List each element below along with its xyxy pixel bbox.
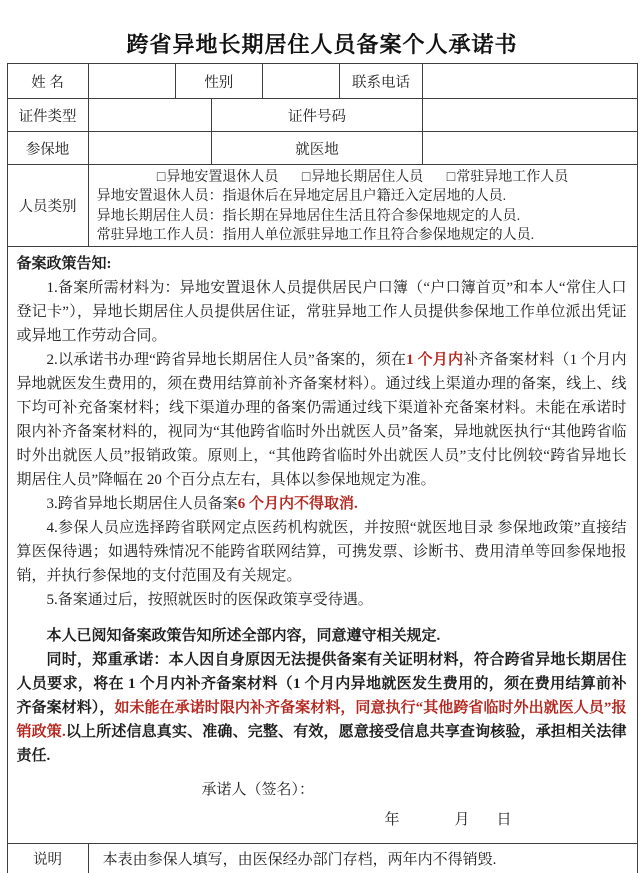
- row-person-category: [7, 165, 637, 247]
- checkbox-unchecked-icon[interactable]: □: [446, 169, 456, 185]
- signature-label: 承诺人（签名）：: [201, 782, 315, 798]
- notice-para-5: 5.备案通过后，按照就医时的医保政策享受待遇。: [46, 592, 373, 608]
- insured-place-input-cell[interactable]: [88, 132, 211, 165]
- notice-para-3: [17, 492, 627, 516]
- category-definition-stationed-worker: 常驻异地工作人员：指用人单位派驻异地工作且符合参保地规定的人员.: [96, 228, 535, 243]
- phone-input-cell[interactable]: [423, 64, 637, 99]
- treatment-place-input-cell[interactable]: [423, 132, 637, 165]
- id-number-input-cell[interactable]: [423, 99, 637, 132]
- text-segment: 2.以承诺书办理“跨省异地长期居住人员”备案的，须在: [46, 352, 407, 368]
- treatment-place-label: 就医地: [211, 132, 422, 165]
- person-category-content-cell: [88, 165, 637, 247]
- signature-line: [17, 778, 627, 804]
- text-segment: 补齐备案材料（1 个月内异地就医发生费用的，须在费用结算前补齐备案材料）。通过线上渠道办理的备案，线上、线下均可补充备案材料；线下渠道办理的备案仍需通过线下渠道补充备案材料。未能在承诺时限内补齐备案材料的，视同为“其他跨省临时外出就医人员”备案，异地就医执行“其他跨省临时外出就医人员”报销政策。原则上，“其他跨省临时外出就医人员”支付比例较“跨省异地长期居住人员”降幅在 20 个百分点左右，具体以参保地规定为准。: [16, 352, 627, 488]
- person-category-label: 人员类别: [7, 165, 88, 247]
- notice-para-2: [17, 348, 627, 492]
- red-text-segment: 1 个月内: [406, 352, 464, 368]
- row-id: [7, 99, 637, 132]
- text-segment: 同时，郑重承诺：本人因自身原因无法提供备案有关证明材料，符合跨省异地长期居住人员要求，将在 1 个月内补齐备案材料（1 个月内异地就医发生费用的，须在费用结算前补齐备案材料），: [16, 652, 627, 716]
- date-day-label: 日: [496, 812, 512, 828]
- person-category-content: [89, 166, 637, 246]
- category-option-long-term-resident[interactable]: [302, 168, 423, 188]
- signature-input-area[interactable]: [314, 784, 474, 802]
- form-table: [7, 63, 638, 873]
- category-options-line: [97, 168, 629, 188]
- gender-label: 性别: [175, 64, 262, 99]
- text-segment: 3.跨省异地长期居住人员备案: [46, 496, 238, 512]
- id-type-input-cell[interactable]: [88, 99, 211, 132]
- note-text-cell: [88, 844, 637, 873]
- policy-notice-cell: [7, 247, 637, 844]
- policy-notice-content: [8, 247, 637, 842]
- note-label: 说明: [7, 844, 88, 873]
- category-option-retiree[interactable]: [157, 168, 278, 188]
- note-text: 本表由参保人填写，由医保经办部门存档，两年内不得销毁.: [102, 852, 497, 868]
- text-segment: 以上所述信息真实、准确、完整、有效，愿意接受信息共享查询核验，承担相关法律责任.: [16, 724, 627, 764]
- category-option-label: 异地安置退休人员: [166, 169, 279, 185]
- gender-input-cell[interactable]: [262, 64, 339, 99]
- notice-para-1: 1.备案所需材料为：异地安置退休人员提供居民户口簿（“户口簿首页”和本人“常住人口登记卡”），异地长期居住人员提供居住证，常驻异地工作人员提供参保地工作单位派出凭证或异地工作劳动合同。: [16, 280, 627, 344]
- date-line[interactable]: [17, 808, 627, 832]
- category-option-stationed-worker[interactable]: [447, 168, 568, 188]
- commitment-para-2: [17, 648, 627, 768]
- row-note: [7, 844, 637, 873]
- insured-place-label: 参保地: [7, 132, 88, 165]
- row-name-gender-phone: [7, 64, 637, 99]
- id-number-label: 证件号码: [211, 99, 422, 132]
- commitment-block: [17, 624, 627, 768]
- row-places: [7, 132, 637, 165]
- name-label: 姓 名: [7, 64, 88, 99]
- category-definition-retiree: 异地安置退休人员：指退休后在异地定居且户籍迁入定居地的人员.: [96, 189, 507, 204]
- row-policy-notice: [7, 247, 637, 844]
- id-type-label: 证件类型: [7, 99, 88, 132]
- date-month-label: 月: [454, 812, 470, 828]
- checkbox-unchecked-icon[interactable]: □: [156, 169, 166, 185]
- checkbox-unchecked-icon[interactable]: □: [301, 169, 311, 185]
- commitment-para-1: 本人已阅知备案政策告知所述全部内容，同意遵守相关规定.: [46, 628, 441, 644]
- notice-heading: 备案政策告知:: [16, 256, 112, 272]
- category-definition-long-term-resident: 异地长期居住人员：指长期在异地居住生活且符合参保地规定的人员.: [96, 208, 521, 224]
- category-option-label: 异地长期居住人员: [311, 169, 424, 185]
- date-year-label: 年: [384, 812, 400, 828]
- red-text-segment: 如未能在承诺时限内补齐备案材料，同意执行“其他跨省临时外出就医人员”报销政策.: [16, 700, 627, 740]
- name-input-cell[interactable]: [88, 64, 175, 99]
- notice-para-4: 4.参保人员应选择跨省联网定点医药机构就医，并按照“就医地目录 参保地政策”直接结算医保待遇；如遇特殊情况不能跨省联网结算，可携发票、诊断书、费用清单等回参保地报销，并执行参保地的支付范围及有关规定。: [16, 520, 627, 584]
- phone-label: 联系电话: [339, 64, 422, 99]
- red-text-segment: 6 个月内不得取消.: [237, 496, 358, 512]
- category-option-label: 常驻异地工作人员: [456, 169, 569, 185]
- document-title: 跨省异地长期居住人员备案个人承诺书: [126, 32, 518, 57]
